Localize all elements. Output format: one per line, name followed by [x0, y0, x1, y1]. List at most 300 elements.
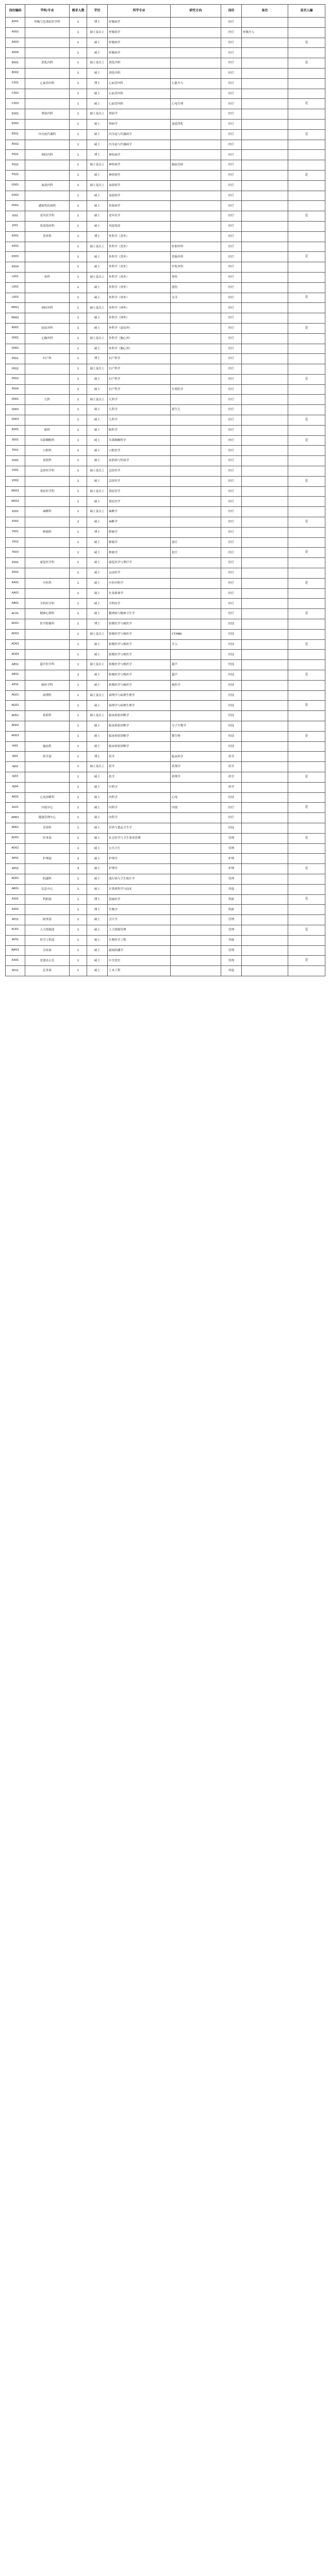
cell-remark: [242, 537, 288, 548]
cell-remark: [242, 374, 288, 384]
cell-establishment: [288, 364, 325, 375]
table-row: [6, 201, 325, 211]
cell-remark: [242, 293, 288, 303]
cell-code: J001: [6, 221, 25, 231]
cell-code: A001: [6, 18, 25, 28]
cell-remark: [242, 752, 288, 762]
cell-establishment: [288, 78, 325, 89]
cell-research: [171, 456, 221, 466]
cell-subject: [25, 701, 70, 711]
table-row: [6, 119, 325, 129]
cell-subject: 中医科: [25, 578, 70, 588]
table-row: [6, 823, 325, 833]
table-row: [6, 578, 325, 588]
cell-count: 1: [70, 140, 87, 150]
cell-subject: 肿瘤科: [25, 527, 70, 537]
cell-subject: 呼吸与危重症医学科: [25, 18, 70, 28]
cell-count: 1: [70, 721, 87, 731]
cell-major: 临床检验诊断学: [108, 711, 171, 721]
cell-count: 3: [70, 864, 87, 874]
cell-code: A004: [6, 48, 25, 58]
cell-count: 1: [70, 701, 87, 711]
cell-count: 1: [70, 690, 87, 701]
cell-research: [171, 588, 221, 599]
cell-count: 1: [70, 935, 87, 945]
cell-research: [171, 354, 221, 364]
cell-remark: [242, 38, 288, 48]
cell-count: 1: [70, 78, 87, 89]
header-degree: 学历: [87, 5, 108, 18]
table-row: [6, 945, 325, 956]
table-row: [6, 966, 325, 976]
cell-research: [171, 435, 221, 446]
table-row: [6, 803, 325, 813]
cell-degree: 硕士: [87, 945, 108, 956]
cell-code: E001: [6, 129, 25, 140]
cell-research: [171, 956, 221, 966]
cell-code: AK01: [6, 792, 25, 803]
cell-code: A003: [6, 38, 25, 48]
cell-count: 1: [70, 823, 87, 833]
cell-major: 口腔医学: [108, 446, 171, 456]
cell-degree: 硕士: [87, 670, 108, 681]
cell-post: 其他: [221, 935, 242, 945]
table-row: [6, 833, 325, 843]
cell-establishment: [288, 456, 325, 466]
cell-code: Y002: [6, 537, 25, 548]
cell-research: [171, 833, 221, 843]
cell-remark: [242, 905, 288, 915]
cell-remark: [242, 405, 288, 415]
cell-research: 肝胆外科: [171, 242, 221, 252]
cell-remark: [242, 619, 288, 630]
cell-degree: 硕士: [87, 884, 108, 894]
table-row: [6, 731, 325, 741]
cell-research: [171, 945, 221, 956]
cell-code: Q003: [6, 415, 25, 426]
cell-establishment: 是: [288, 894, 325, 905]
cell-post: 药学: [221, 772, 242, 782]
cell-major: 外科学（骨外）: [108, 293, 171, 303]
cell-post: 医疗: [221, 201, 242, 211]
cell-code: Y003: [6, 548, 25, 558]
cell-establishment: [288, 262, 325, 273]
cell-degree: 硕士: [87, 313, 108, 324]
cell-establishment: 是: [288, 772, 325, 782]
cell-establishment: 是: [288, 129, 325, 140]
cell-subject: 医学影像科: [25, 619, 70, 630]
cell-subject: 检验科: [25, 711, 70, 721]
cell-remark: [242, 486, 288, 497]
cell-post: 医技: [221, 619, 242, 630]
cell-research: [171, 476, 221, 486]
cell-research: 临床药学: [171, 752, 221, 762]
cell-code: AT01: [6, 915, 25, 925]
cell-count: 1: [70, 160, 87, 171]
cell-research: [171, 231, 221, 242]
cell-post: 医疗: [221, 68, 242, 78]
cell-remark: [242, 762, 288, 772]
cell-research: [171, 323, 221, 333]
cell-count: 1: [70, 191, 87, 201]
cell-count: 2: [70, 476, 87, 486]
cell-count: 1: [70, 803, 87, 813]
cell-subject: 超声医学科: [25, 660, 70, 670]
cell-post: 其他: [221, 884, 242, 894]
cell-code: P001: [6, 354, 25, 364]
table-row: [6, 680, 325, 690]
cell-degree: 硕士: [87, 874, 108, 884]
cell-degree: 硕士: [87, 782, 108, 792]
cell-remark: [242, 252, 288, 262]
cell-post: 医疗: [221, 486, 242, 497]
cell-establishment: [288, 843, 325, 854]
cell-remark: [242, 303, 288, 313]
cell-establishment: [288, 48, 325, 58]
cell-research: [171, 38, 221, 48]
cell-establishment: [288, 537, 325, 548]
cell-subject: 重症医学科: [25, 486, 70, 497]
table-row: [6, 99, 325, 109]
cell-code: N001: [6, 323, 25, 333]
cell-subject: [25, 344, 70, 354]
cell-research: [171, 578, 221, 588]
cell-post: 医疗: [221, 456, 242, 466]
cell-subject: [25, 568, 70, 579]
cell-count: 1: [70, 905, 87, 915]
cell-subject: [25, 782, 70, 792]
cell-degree: 硕士及以上: [87, 660, 108, 670]
cell-count: 1: [70, 650, 87, 660]
cell-degree: 硕士及以上: [87, 395, 108, 405]
table-row: [6, 354, 325, 364]
cell-major: 全科医学: [108, 599, 171, 609]
cell-subject: 儿科: [25, 395, 70, 405]
cell-subject: [25, 242, 70, 252]
cell-remark: [242, 384, 288, 395]
table-row: [6, 384, 325, 395]
cell-code: Y001: [6, 527, 25, 537]
cell-remark: [242, 915, 288, 925]
cell-major: 护理学: [108, 864, 171, 874]
cell-remark: [242, 364, 288, 375]
cell-code: AY01: [6, 966, 25, 976]
cell-count: 1: [70, 425, 87, 435]
cell-degree: 硕士: [87, 435, 108, 446]
cell-major: 人力资源管理: [108, 925, 171, 935]
cell-subject: [25, 140, 70, 150]
cell-post: 医疗: [221, 27, 242, 38]
cell-research: [171, 221, 221, 231]
cell-code: M002: [6, 313, 25, 324]
table-row: [6, 497, 325, 507]
cell-code: K003: [6, 252, 25, 262]
cell-count: 1: [70, 548, 87, 558]
cell-code: AQ01: [6, 874, 25, 884]
header-count: 需求人数: [70, 5, 87, 18]
table-row: [6, 364, 325, 375]
cell-count: 1: [70, 354, 87, 364]
cell-subject: 精神心理科: [25, 609, 70, 619]
cell-remark: [242, 854, 288, 864]
cell-code: X001: [6, 507, 25, 517]
cell-establishment: 是: [288, 670, 325, 681]
cell-major: 精神病与精神卫生学: [108, 609, 171, 619]
cell-subject: [25, 864, 70, 874]
cell-degree: 硕士及以上: [87, 466, 108, 477]
cell-establishment: [288, 313, 325, 324]
cell-code: AR01: [6, 884, 25, 894]
table-row: [6, 639, 325, 650]
cell-research: [171, 813, 221, 823]
table-row: [6, 89, 325, 99]
cell-remark: [242, 99, 288, 109]
cell-subject: 药学部: [25, 752, 70, 762]
cell-code: A002: [6, 27, 25, 38]
cell-code: AD04: [6, 650, 25, 660]
cell-count: 1: [70, 384, 87, 395]
table-row: [6, 517, 325, 528]
cell-subject: [25, 99, 70, 109]
cell-major: 心血管内科: [108, 78, 171, 89]
cell-code: AD01: [6, 619, 25, 630]
cell-major: 风湿免疫: [108, 221, 171, 231]
cell-research: 分子生物学: [171, 721, 221, 731]
cell-degree: 硕士: [87, 252, 108, 262]
cell-remark: [242, 884, 288, 894]
cell-major: 营养与食品卫生学: [108, 823, 171, 833]
table-header-row: [6, 5, 325, 18]
cell-degree: 硕士: [87, 99, 108, 109]
cell-major: 老年医学: [108, 211, 171, 222]
cell-code: AE02: [6, 670, 25, 681]
cell-post: 医疗: [221, 89, 242, 99]
cell-subject: [25, 405, 70, 415]
cell-count: 1: [70, 446, 87, 456]
cell-research: [171, 915, 221, 925]
table-row: [6, 609, 325, 619]
cell-code: F002: [6, 160, 25, 171]
table-row: [6, 323, 325, 333]
cell-code: AV01: [6, 935, 25, 945]
cell-research: 创伤: [171, 282, 221, 293]
cell-post: 医技: [221, 792, 242, 803]
recruitment-table: [5, 4, 325, 976]
cell-establishment: [288, 782, 325, 792]
table-row: [6, 252, 325, 262]
cell-major: 耳鼻咽喉科学: [108, 435, 171, 446]
cell-count: 1: [70, 293, 87, 303]
cell-count: 1: [70, 456, 87, 466]
cell-code: P003: [6, 374, 25, 384]
cell-code: F001: [6, 150, 25, 160]
cell-establishment: 是: [288, 864, 325, 874]
cell-major: 内科学: [108, 792, 171, 803]
cell-count: 1: [70, 629, 87, 639]
cell-research: [171, 170, 221, 180]
table-row: [6, 466, 325, 477]
table-row: [6, 548, 325, 558]
cell-establishment: [288, 354, 325, 364]
cell-post: 管理: [221, 833, 242, 843]
cell-post: 医技: [221, 660, 242, 670]
cell-degree: 硕士: [87, 966, 108, 976]
cell-establishment: [288, 945, 325, 956]
cell-research: [171, 150, 221, 160]
cell-degree: 硕士: [87, 741, 108, 752]
cell-code: D002: [6, 119, 25, 129]
cell-subject: 输血科: [25, 741, 70, 752]
cell-count: 1: [70, 711, 87, 721]
cell-remark: [242, 497, 288, 507]
cell-subject: 病理科: [25, 690, 70, 701]
cell-count: 1: [70, 558, 87, 568]
cell-post: 医疗: [221, 78, 242, 89]
cell-major: 急诊医学: [108, 476, 171, 486]
cell-post: 医疗: [221, 129, 242, 140]
cell-establishment: [288, 599, 325, 609]
cell-subject: [25, 313, 70, 324]
cell-post: 医疗: [221, 160, 242, 171]
cell-research: 超声: [171, 660, 221, 670]
table-body: [6, 18, 325, 976]
cell-count: 1: [70, 588, 87, 599]
cell-count: 1: [70, 119, 87, 129]
cell-subject: [25, 119, 70, 129]
table-row: [6, 476, 325, 486]
cell-degree: 硕士: [87, 68, 108, 78]
cell-code: AE01: [6, 660, 25, 670]
cell-remark: [242, 344, 288, 354]
table-row: [6, 772, 325, 782]
cell-major: 会计学: [108, 915, 171, 925]
cell-establishment: [288, 68, 325, 78]
cell-code: AW01: [6, 945, 25, 956]
cell-remark: [242, 782, 288, 792]
cell-establishment: [288, 344, 325, 354]
cell-establishment: 是: [288, 476, 325, 486]
header-post: 岗位: [221, 5, 242, 18]
cell-remark: [242, 425, 288, 435]
cell-code: F003: [6, 170, 25, 180]
table-row: [6, 272, 325, 282]
cell-research: [171, 527, 221, 537]
cell-code: AH01: [6, 711, 25, 721]
cell-major: 眼科学: [108, 425, 171, 435]
cell-establishment: [288, 721, 325, 731]
cell-degree: 硕士: [87, 89, 108, 99]
cell-subject: 神经内科: [25, 150, 70, 160]
cell-degree: 硕士: [87, 517, 108, 528]
table-row: [6, 231, 325, 242]
cell-remark: [242, 476, 288, 486]
cell-research: 新生儿: [171, 405, 221, 415]
cell-establishment: [288, 395, 325, 405]
cell-remark: [242, 609, 288, 619]
cell-research: [171, 313, 221, 324]
cell-remark: [242, 741, 288, 752]
cell-degree: 硕士: [87, 211, 108, 222]
table-row: [6, 446, 325, 456]
cell-research: [171, 364, 221, 375]
cell-code: X002: [6, 517, 25, 528]
cell-count: 1: [70, 466, 87, 477]
table-row: [6, 48, 325, 58]
cell-establishment: [288, 752, 325, 762]
cell-major: 外科学（普外）: [108, 252, 171, 262]
cell-research: 核医学: [171, 680, 221, 690]
cell-post: 医疗: [221, 48, 242, 58]
cell-major: 血液病学: [108, 191, 171, 201]
cell-degree: 硕士及以上: [87, 762, 108, 772]
cell-establishment: 是: [288, 639, 325, 650]
cell-major: 妇产科学: [108, 364, 171, 375]
cell-degree: 博士: [87, 150, 108, 160]
cell-degree: 博士: [87, 18, 108, 28]
table-row: [6, 956, 325, 966]
cell-establishment: [288, 874, 325, 884]
cell-code: V002: [6, 476, 25, 486]
table-row: [6, 670, 325, 681]
cell-major: 影像医学与核医学: [108, 650, 171, 660]
cell-degree: 硕士: [87, 864, 108, 874]
cell-research: 脑血管病: [171, 160, 221, 171]
cell-establishment: [288, 140, 325, 150]
cell-code: AF01: [6, 680, 25, 690]
cell-code: AJ04: [6, 782, 25, 792]
cell-degree: 硕士: [87, 772, 108, 782]
cell-remark: [242, 548, 288, 558]
table-row: [6, 78, 325, 89]
cell-code: AU01: [6, 925, 25, 935]
cell-major: 社会医学与卫生事业管理: [108, 833, 171, 843]
cell-post: 医疗: [221, 333, 242, 344]
cell-code: W001: [6, 486, 25, 497]
cell-establishment: [288, 497, 325, 507]
cell-degree: 硕士: [87, 262, 108, 273]
cell-code: AG01: [6, 690, 25, 701]
cell-degree: 博士: [87, 894, 108, 905]
table-row: [6, 721, 325, 731]
cell-count: 2: [70, 854, 87, 864]
cell-degree: 硕士: [87, 221, 108, 231]
table-row: [6, 711, 325, 721]
cell-code: K002: [6, 242, 25, 252]
cell-count: 1: [70, 170, 87, 180]
cell-establishment: [288, 466, 325, 477]
cell-major: 神经病学: [108, 160, 171, 171]
cell-research: [171, 303, 221, 313]
cell-establishment: [288, 486, 325, 497]
cell-code: C003: [6, 99, 25, 109]
table-row: [6, 782, 325, 792]
cell-count: 1: [70, 313, 87, 324]
cell-post: 医疗: [221, 609, 242, 619]
cell-code: W002: [6, 497, 25, 507]
table-row: [6, 293, 325, 303]
cell-count: 1: [70, 211, 87, 222]
cell-count: 1: [70, 68, 87, 78]
cell-count: 1: [70, 752, 87, 762]
cell-remark: [242, 813, 288, 823]
cell-research: [171, 68, 221, 78]
cell-subject: 风湿免疫科: [25, 221, 70, 231]
cell-post: 医技: [221, 639, 242, 650]
cell-research: 微生物: [171, 731, 221, 741]
cell-major: 中共党史: [108, 956, 171, 966]
cell-major: 儿科学: [108, 415, 171, 426]
cell-degree: 硕士: [87, 843, 108, 854]
